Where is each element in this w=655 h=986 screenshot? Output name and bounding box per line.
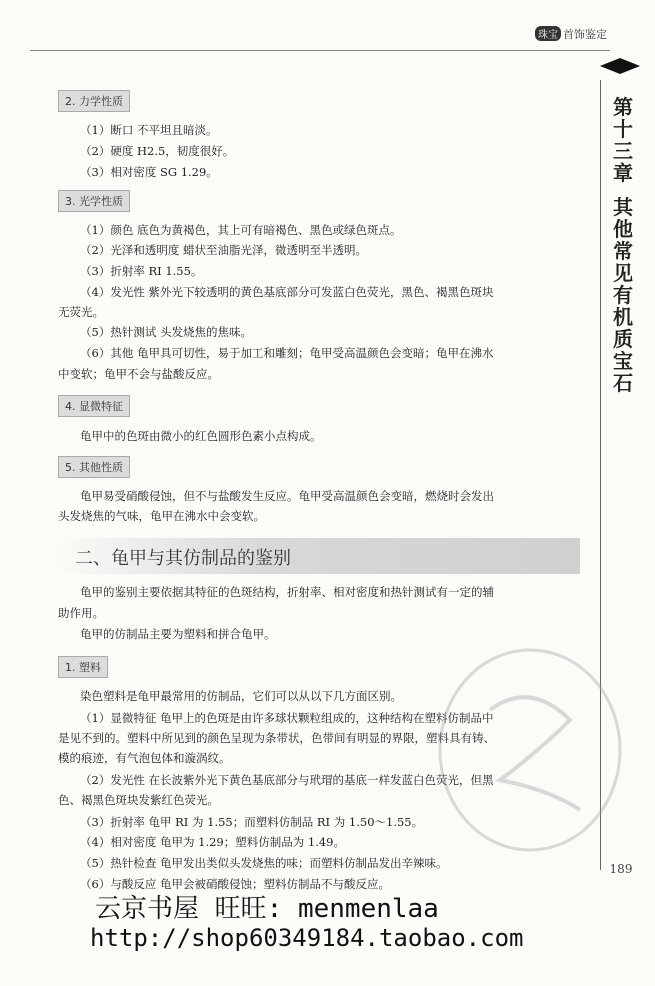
text-line: 助作用。 [58,606,104,620]
section-label-microscopic: 4. 显微特征 [58,395,130,417]
text-line: （4）相对密度 龟甲为 1.29；塑料仿制品为 1.49。 [80,835,345,849]
text-line: 龟甲的鉴别主要依据其特征的色斑结构，折射率、相对密度和热针测试有一定的辅 [80,585,494,599]
section-label-other: 5. 其他性质 [58,456,130,478]
watermark-line-2: http://shop60349184.taobao.com [90,924,524,952]
header-title: 首饰鉴定 [563,28,607,41]
text-line: （2）硬度 H2.5，韧度很好。 [80,144,235,158]
text-line: 无荧光。 [58,305,104,319]
text-line: 头发烧焦的气味，龟甲在沸水中会变软。 [58,509,265,523]
section-heading-identification: 二、龟甲与其仿制品的鉴别 [75,548,291,569]
text-line: 龟甲的仿制品主要为塑料和拼合龟甲。 [80,627,276,641]
watermark-line-1: 云京书屋 旺旺: menmenlaa [95,894,439,924]
chapter-number: 第十三章 [613,95,633,185]
section-label-optical: 3. 光学性质 [58,190,130,212]
chapter-subject: 其他常见有机质宝石 [613,195,633,395]
text-line: 模的痕迹，有气泡包体和漩涡纹。 [58,751,231,765]
text-line: （3）折射率 RI 1.55。 [80,264,203,278]
running-header [535,26,607,42]
text-line: （2）发光性 在长波紫外光下黄色基底部分与玳瑁的基底一样发蓝白色荧光，但黑 [80,773,494,787]
chapter-sidebar [606,96,640,394]
text-line: （5）热针测试 头发烧焦的焦味。 [80,325,252,339]
header-rule [30,50,610,51]
diamond-icon [600,58,640,74]
text-line: 染色塑料是龟甲最常用的仿制品，它们可以从以下几方面区别。 [80,689,402,703]
text-line: （3）折射率 龟甲 RI 为 1.55；而塑料仿制品 RI 为 1.50～1.55。 [80,815,424,829]
text-line: 龟甲易受硝酸侵蚀，但不与盐酸发生反应。龟甲受高温颜色会变暗，燃烧时会发出 [80,489,494,503]
text-line: 中变软；龟甲不会与盐酸反应。 [58,367,219,381]
section-label-mechanical: 2. 力学性质 [58,90,130,112]
text-line: 色、褐黑色斑块发紫红色荧光。 [58,793,219,807]
text-line: （1）断口 不平坦且暗淡。 [80,123,218,137]
text-line: （6）与酸反应 龟甲会被硝酸侵蚀；塑料仿制品不与酸反应。 [80,877,390,891]
text-line: 是见不到的。塑料中所见到的颜色呈现为条带状，色带间有明显的界限，塑料具有铸、 [58,731,495,745]
page-number: 189 [609,862,633,876]
text-line: （4）发光性 紫外光下较透明的黄色基底部分可发蓝白色荧光，黑色、褐黑色斑块 [80,285,494,299]
text-line: （6）其他 龟甲具可切性，易于加工和雕刻；龟甲受高温颜色会变暗；龟甲在沸水 [80,346,494,360]
text-line: （1）颜色 底色为黄褐色，其上可有暗褐色、黑色或绿色斑点。 [80,223,402,237]
section-label-plastic: 1. 塑料 [58,656,108,678]
text-line: （2）光泽和透明度 蜡状至油脂光泽，微透明至半透明。 [80,243,367,257]
text-line: （5）热针检查 龟甲发出类似头发烧焦的味；而塑料仿制品发出辛辣味。 [80,856,448,870]
header-badge: 珠宝 [535,26,561,41]
text-line: （1）显微特征 龟甲上的色斑是由许多球状颗粒组成的，这种结构在塑料仿制品中 [80,711,494,725]
text-line: （3）相对密度 SG 1.29。 [80,165,218,179]
text-line: 龟甲中的色斑由微小的红色圆形色素小点构成。 [80,429,322,443]
watermark-stamp [430,640,630,860]
